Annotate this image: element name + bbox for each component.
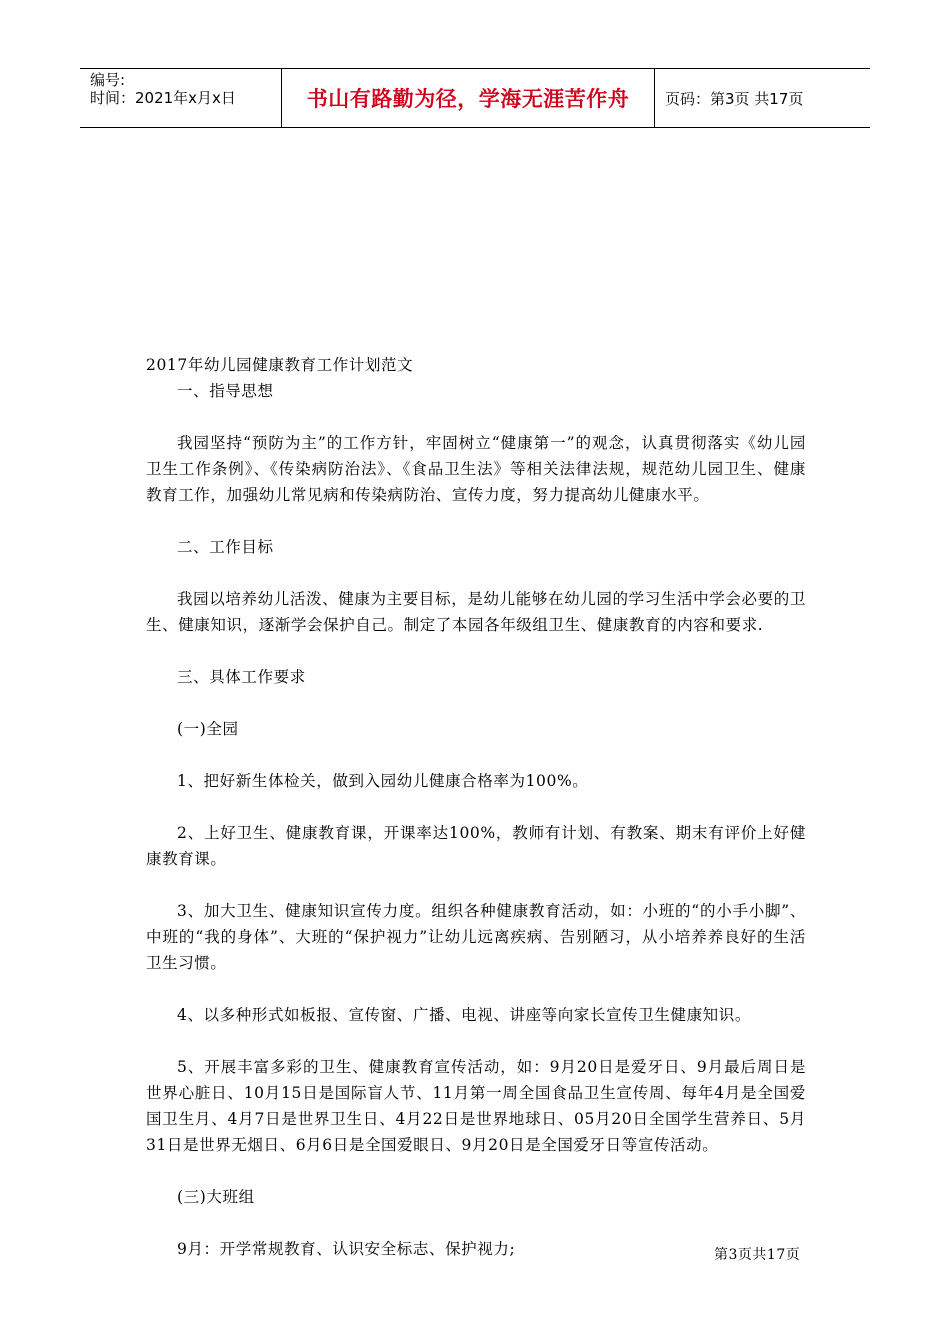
list-item: 4、以多种形式如板报、宣传窗、广播、电视、讲座等向家长宣传卫生健康知识。 [177,1006,751,1024]
list-item: 9月：开学常规教育、认识安全标志、保护视力; [177,1240,516,1258]
list-item: 3、加大卫生、健康知识宣传力度。组织各种健康教育活动，如：小班的“的小手小脚”、中班的“我的身体”、大班的“保护视力”让幼儿远离疾病、告别陋习，从小培养养良好的生活卫生习惯。 [146,902,806,972]
subsection-heading: (一)全园 [177,720,239,738]
list-item: 2、上好卫生、健康教育课，开课率达100%，教师有计划、有教案、期末有评价上好健康教育课。 [146,824,806,868]
document-body [146,352,806,1262]
header-meta [80,69,282,127]
section-heading: 三、具体工作要求 [177,668,306,686]
paragraph: 我园以培养幼儿活泼、健康为主要目标，是幼儿能够在幼儿园的学习生活中学会必要的卫生、健康知识，逐渐学会保护自己。制定了本园各年级组卫生、健康教育的内容和要求. [146,590,806,634]
number-label: 编号: [90,71,126,89]
section-heading: 一、指导思想 [177,382,274,400]
document-title: 2017年幼儿园健康教育工作计划范文 [146,356,414,374]
list-item: 5、开展丰富多彩的卫生、健康教育宣传活动，如：9月20日是爱牙日、9月最后周日是世界心脏日、10月15日是国际盲人节、11月第一周全国食品卫生宣传周、每年4月是全国爱国卫生月、4月7日是世界卫生日、4月22日是世界地球日、05月20日全国学生营养日、5月31日是世界无烟日、6月6日是全国爱眼日、9月20日是全国爱牙日等宣传活动。 [146,1058,806,1154]
header-page-info: 页码：第3页 共17页 [665,89,804,108]
list-item: 1、把好新生体检关，做到入园幼儿健康合格率为100%。 [177,772,589,790]
time-label: 时间：2021年x月x日 [90,89,236,107]
subsection-heading: (三)大班组 [177,1188,255,1206]
paragraph: 我园坚持“预防为主”的工作方针，牢固树立“健康第一”的观念，认真贯彻落实《幼儿园卫生工作条例》、《传染病防治法》、《食品卫生法》等相关法律法规，规范幼儿园卫生、健康教育工作，加强幼儿常见病和传染病防治、宣传力度，努力提高幼儿健康水平。 [146,434,806,504]
header-motto: 书山有路勤为径，学海无涯苦作舟 [282,69,655,127]
page-header [80,68,870,128]
section-heading: 二、工作目标 [177,538,274,556]
page-footer: 第3页共17页 [714,1247,801,1263]
